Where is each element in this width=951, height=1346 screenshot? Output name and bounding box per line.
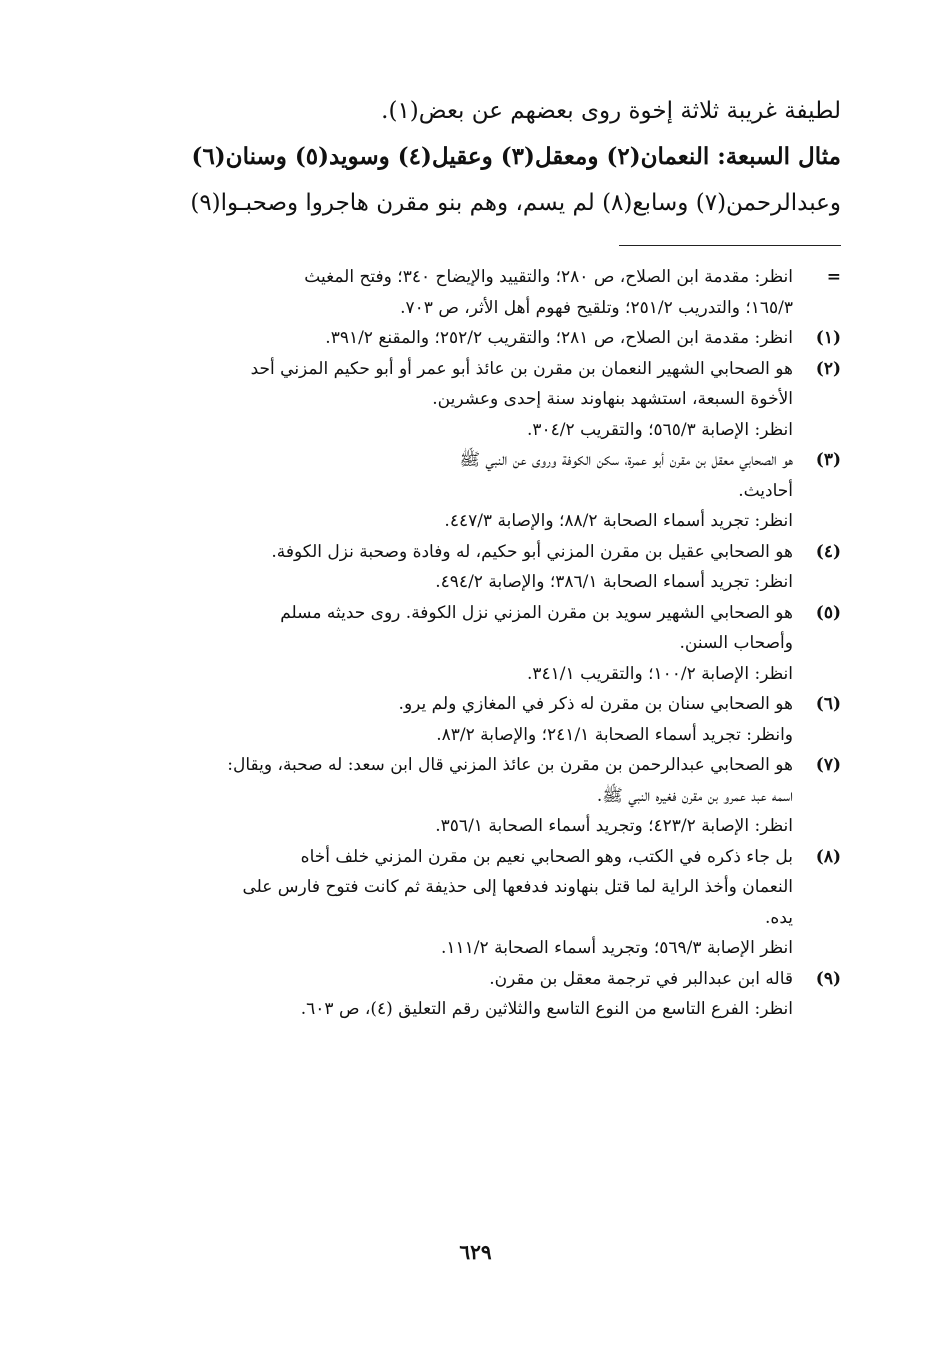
main-line: مثال السبعة: النعمان(٢) ومعقل(٣) وعقيل(٤) وسويد(٥) وسنان(٦)	[191, 143, 841, 170]
footnote-separator	[619, 245, 841, 246]
footnote-body	[126, 262, 793, 323]
main-line: وعبدالرحمن(٧) وسابع(٨) لم يسم، وهم بنو مقرن هاجروا وصحبـوا(٩)	[190, 190, 841, 216]
footnote-number: (٦)	[815, 694, 841, 714]
footnote-line: يده.	[765, 907, 793, 928]
footnote-line: وأصحاب السنن.	[679, 633, 793, 653]
footnote-line: انظر: الإصابة ٤٢٣/٢؛ وتجريد أسماء الصحابة ٣٥٦/١.	[435, 816, 793, 836]
footnote-line: انظر: الفرع التاسع من النوع التاسع والثلاثين رقم التعليق (٤)، ص ٦٠٣.	[300, 999, 793, 1019]
footnote	[126, 323, 841, 354]
footnote-number: (٤)	[815, 541, 841, 562]
footnote-line: انظر: تجريد أسماء الصحابة ٨٨/٢؛ والإصابة ٤٤٧/٣.	[444, 511, 793, 531]
footnote-body	[126, 964, 793, 1025]
page-number: ٦٢٩	[459, 1240, 492, 1264]
footnote	[126, 537, 841, 598]
footnote-body	[126, 842, 793, 964]
footnote	[126, 354, 841, 446]
footnote-body	[126, 598, 793, 690]
footnote-number: =	[826, 267, 841, 287]
footnote-line: هو الصحابي الشهير سويد بن مقرن المزني نزل الكوفة. روى حديثه مسلم	[280, 602, 793, 623]
footnote-line: اسمه عبد عمرو بن مقرن فغيره النبي ﷺ.	[596, 785, 793, 806]
footnote-body	[126, 323, 793, 354]
footnote	[126, 750, 841, 842]
footnote	[126, 262, 841, 323]
footnote-line: الأخوة السبعة، استشهد بنهاوند سنة إحدى وعشرين.	[432, 389, 793, 409]
footnote-line: هو الصحابي عقيل بن مقرن المزني أبو حكيم، له وفادة وصحبة نزل الكوفة.	[271, 541, 793, 562]
footnote	[126, 842, 841, 964]
footnote-line: هو الصحابي سنان بن مقرن له ذكر في المغازي ولم يرو.	[398, 694, 793, 714]
footnote-line: انظر: الإصابة ٥٦٥/٣؛ والتقريب ٣٠٤/٢.	[527, 419, 793, 440]
footnote-line: هو الصحابي معقل بن مقرن أبو عمرة، سكن الكوفة وروى عن النبي ﷺ	[459, 450, 793, 470]
footnote-number: (٧)	[815, 755, 841, 775]
footnote-line: وانظر: تجريد أسماء الصحابة ٢٤١/١؛ والإصابة ٨٣/٢.	[436, 724, 793, 745]
main-text	[126, 88, 841, 226]
footnote	[126, 598, 841, 690]
footnote-number: (٩)	[815, 968, 841, 989]
footnote-line: ١٦٥/٣؛ والتدريب ٢٥١/٢؛ وتلقيح فهوم أهل الأثر، ص ٧٠٣.	[400, 297, 793, 318]
footnote-body	[126, 750, 793, 842]
footnote-line: انظر الإصابة ٥٦٩/٣؛ وتجريد أسماء الصحابة ١١١/٢.	[441, 938, 793, 958]
footnote-line: انظر: مقدمة ابن الصلاح، ص ٢٨١؛ والتقريب ٢٥٢/٢؛ والمقنع ٣٩١/٢.	[325, 328, 793, 348]
footnote-body	[126, 445, 793, 537]
footnote-line: انظر: مقدمة ابن الصلاح، ص ٢٨٠؛ والتقييد والإيضاح ٣٤٠؛ وفتح المغيث	[304, 267, 793, 287]
footnote-number: (٢)	[815, 358, 841, 379]
footnote	[126, 964, 841, 1025]
footnote-line: هو الصحابي الشهير النعمان بن مقرن بن عائذ أبو عمر أو أبو حكيم المزني أحد	[250, 358, 793, 379]
footnote	[126, 689, 841, 750]
main-line: لطيفة غريبة ثلاثة إخوة روى بعضهم عن بعض(١).	[381, 98, 841, 124]
footnote	[126, 445, 841, 537]
footnote-line: هو الصحابي عبدالرحمن بن مقرن بن عائذ المزني قال ابن سعد: له صحبة، ويقال:	[227, 755, 793, 775]
footnote-number: (٣)	[815, 450, 841, 470]
footnote-number: (٥)	[815, 602, 841, 623]
footnote-line: قاله ابن عبدالبر في ترجمة معقل بن مقرن.	[489, 968, 793, 989]
footnote-line: النعمان وأخذ الراية لما قتل بنهاوند فدفعها إلى حذيفة ثم كانت فتوح فارس على	[242, 877, 793, 897]
footnote-line: انظر: الإصابة ١٠٠/٢؛ والتقريب ٣٤١/١.	[527, 663, 793, 684]
footnote-body	[126, 537, 793, 598]
footnotes	[126, 262, 841, 1025]
footnote-body	[126, 354, 793, 446]
footnote-line: انظر: تجريد أسماء الصحابة ٣٨٦/١؛ والإصابة ٤٩٤/٢.	[435, 572, 793, 592]
footnote-body	[126, 689, 793, 750]
footnote-line: بل جاء ذكره في الكتب، وهو الصحابي نعيم بن مقرن المزني خلف أخاه	[300, 846, 793, 867]
footnote-number: (٨)	[815, 846, 841, 867]
footnote-line: أحاديث.	[738, 480, 793, 501]
footnote-number: (١)	[815, 328, 841, 348]
